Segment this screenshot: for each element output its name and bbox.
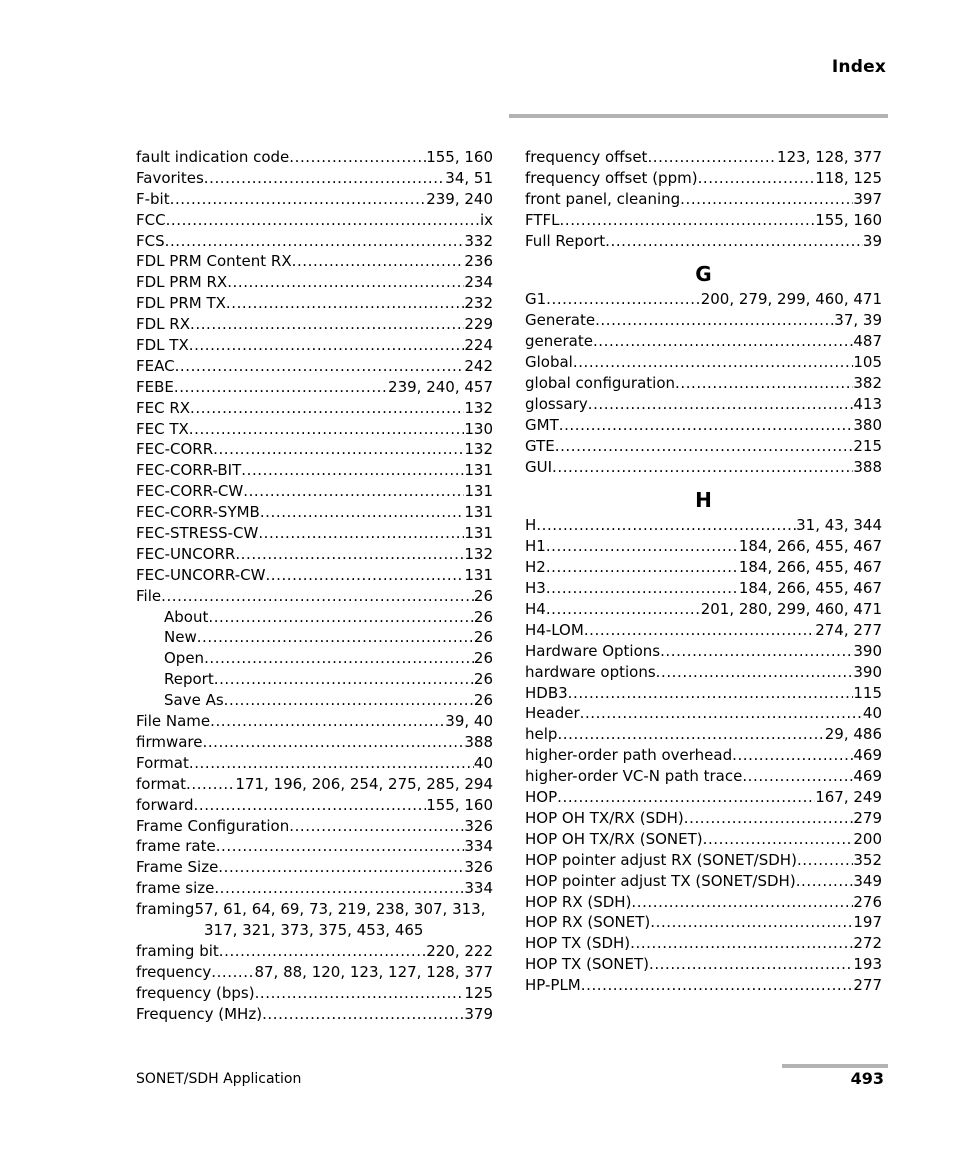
index-entry: FEC-CORR-CW . . . 131 <box>136 481 493 502</box>
index-subentry: New . . . 26 <box>136 627 493 648</box>
index-entry: HOP . . . 167, 249 <box>525 787 882 808</box>
index-entry: forward . . . 155, 160 <box>136 795 493 816</box>
page-header-title: Index <box>831 57 886 77</box>
index-entry: Frequency (MHz) . . . 379 <box>136 1004 493 1025</box>
index-entry: Favorites . . . 34, 51 <box>136 168 493 189</box>
index-entry: File Name . . . 39, 40 <box>136 711 493 732</box>
index-entry: FDL PRM TX . . . 232 <box>136 293 493 314</box>
index-entry: FCS . . . 332 <box>136 231 493 252</box>
footer-rule <box>782 1064 888 1068</box>
index-entry: global configuration . . . 382 <box>525 373 882 394</box>
index-entry: frame size . . . 334 <box>136 878 493 899</box>
index-entry: Header . . . 40 <box>525 703 882 724</box>
index-entry: higher-order VC-N path trace . . . 469 <box>525 766 882 787</box>
index-entry: F-bit . . . 239, 240 <box>136 189 493 210</box>
footer-page-number: 493 <box>850 1069 884 1088</box>
index-entry: front panel, cleaning . . . 397 <box>525 189 882 210</box>
index-entry: higher-order path overhead . . . 469 <box>525 745 882 766</box>
index-entry: File . . . 26 <box>136 586 493 607</box>
index-entry: HOP RX (SONET) . . . 197 <box>525 912 882 933</box>
index-entry: fault indication code . . . 155, 160 <box>136 147 493 168</box>
index-entry: firmware . . . 388 <box>136 732 493 753</box>
index-entry: FEC RX . . . 132 <box>136 398 493 419</box>
index-entry-continuation: 317, 321, 373, 375, 453, 465 <box>204 920 424 939</box>
index-entry: H4-LOM . . . 274, 277 <box>525 620 882 641</box>
index-entry: help . . . 29, 486 <box>525 724 882 745</box>
index-entry: generate . . . 487 <box>525 331 882 352</box>
index-entry: FEAC . . . 242 <box>136 356 493 377</box>
index-entry: GUI . . . 388 <box>525 457 882 478</box>
index-subentry: Save As . . . 26 <box>136 690 493 711</box>
index-entry: Format . . . 40 <box>136 753 493 774</box>
index-entry: HOP OH TX/RX (SONET) . . . 200 <box>525 829 882 850</box>
index-column-left <box>136 147 493 1024</box>
index-entry: FEBE . . . 239, 240, 457 <box>136 377 493 398</box>
index-entry: GMT . . . 380 <box>525 415 882 436</box>
index-entry: HOP TX (SDH) . . . 272 <box>525 933 882 954</box>
index-entry: Full Report . . . 39 <box>525 231 882 252</box>
index-entry: FTFL . . . 155, 160 <box>525 210 882 231</box>
index-entry: FEC-UNCORR . . . 132 <box>136 544 493 565</box>
index-entry: Generate . . . 37, 39 <box>525 310 882 331</box>
index-letter-heading-h: H <box>695 488 712 513</box>
index-entry: H1 . . . 184, 266, 455, 467 <box>525 536 882 557</box>
index-entry: Frame Size . . . 326 <box>136 857 493 878</box>
index-entry: HDB3 . . . 115 <box>525 683 882 704</box>
index-subentry: About . . . 26 <box>136 607 493 628</box>
index-entry: hardware options . . . 390 <box>525 662 882 683</box>
index-entry: FDL PRM Content RX . . . 236 <box>136 251 493 272</box>
index-entry: frequency (bps) . . . 125 <box>136 983 493 1004</box>
index-entry: FEC-CORR . . . 132 <box>136 439 493 460</box>
index-entry: HOP OH TX/RX (SDH) . . . 279 <box>525 808 882 829</box>
index-entry: format . . . 171, 196, 206, 254, 275, 285, 294 <box>136 774 493 795</box>
index-entry: HP-PLM . . . 277 <box>525 975 882 996</box>
index-entry: framing bit . . . 220, 222 <box>136 941 493 962</box>
index-entry: frame rate . . . 334 <box>136 836 493 857</box>
index-entry: FCC . . . ix <box>136 210 493 231</box>
footer-document-title: SONET/SDH Application <box>136 1071 302 1087</box>
index-entry: Frame Configuration . . . 326 <box>136 816 493 837</box>
index-subentry: Report . . . 26 <box>136 669 493 690</box>
index-entry: HOP RX (SDH) . . . 276 <box>525 892 882 913</box>
index-letter-heading-g: G <box>695 262 712 287</box>
index-entry: frequency offset (ppm) . . . 118, 125 <box>525 168 882 189</box>
index-entry: G1 . . . 200, 279, 299, 460, 471 <box>525 289 882 310</box>
index-entry: GTE . . . 215 <box>525 436 882 457</box>
index-entry: FDL RX . . . 229 <box>136 314 493 335</box>
index-entry: frequency offset . . . 123, 128, 377 <box>525 147 882 168</box>
index-entry: FEC-UNCORR-CW . . . 131 <box>136 565 493 586</box>
index-entry: HOP TX (SONET) . . . 193 <box>525 954 882 975</box>
index-entry: glossary . . . 413 <box>525 394 882 415</box>
index-entry: HOP pointer adjust RX (SONET/SDH) . . . 352 <box>525 850 882 871</box>
index-entry: frequency . . . 87, 88, 120, 123, 127, 128, 377 <box>136 962 493 983</box>
index-entry: FDL TX . . . 224 <box>136 335 493 356</box>
header-rule <box>509 114 888 118</box>
index-entry: FEC TX . . . 130 <box>136 419 493 440</box>
index-entry: H2 . . . 184, 266, 455, 467 <box>525 557 882 578</box>
index-entry: H . . . 31, 43, 344 <box>525 515 882 536</box>
index-entry: H4 . . . 201, 280, 299, 460, 471 <box>525 599 882 620</box>
index-entry: FEC-STRESS-CW . . . 131 <box>136 523 493 544</box>
index-entry: HOP pointer adjust TX (SONET/SDH) . . . 349 <box>525 871 882 892</box>
index-entry: FDL PRM RX . . . 234 <box>136 272 493 293</box>
index-subentry: Open . . . 26 <box>136 648 493 669</box>
index-entry: framing 57, 61, 64, 69, 73, 219, 238, 307, 313, <box>136 900 486 919</box>
index-entry: FEC-CORR-SYMB . . . 131 <box>136 502 493 523</box>
index-entry: Hardware Options . . . 390 <box>525 641 882 662</box>
index-entry: Global . . . 105 <box>525 352 882 373</box>
index-entry: H3 . . . 184, 266, 455, 467 <box>525 578 882 599</box>
index-entry: FEC-CORR-BIT . . . 131 <box>136 460 493 481</box>
index-column-right <box>525 147 882 996</box>
